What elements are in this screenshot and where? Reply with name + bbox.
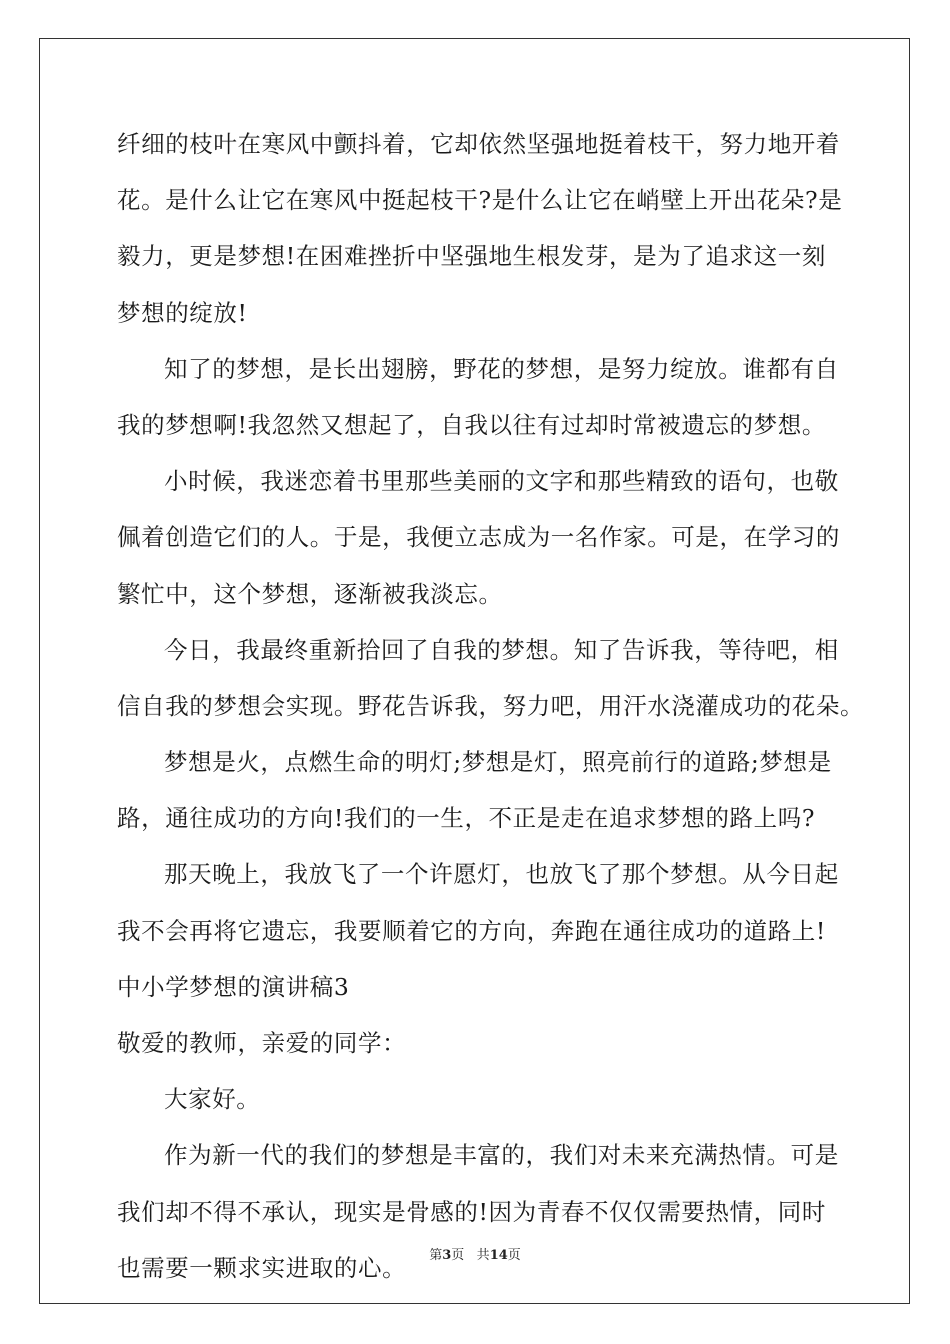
text-line: 知了的梦想，是长出翅膀，野花的梦想，是努力绽放。谁都有自: [164, 354, 839, 383]
text-line: 佩着创造它们的人。于是，我便立志成为一名作家。可是，在学习的: [117, 523, 840, 552]
text-line: 也需要一颗求实进取的心。: [117, 1253, 407, 1282]
page-number: 3: [442, 1248, 452, 1263]
text-line: 花。是什么让它在寒风中挺起枝干?是什么让它在峭壁上开出花朵?是: [117, 186, 843, 215]
text-line: 信自我的梦想会实现。野花告诉我，努力吧，用汗水浇灌成功的花朵。: [117, 691, 865, 720]
text-line: 繁忙中，这个梦想，逐渐被我淡忘。: [117, 579, 503, 608]
text-line: 梦想是火，点燃生命的明灯;梦想是灯，照亮前行的道路;梦想是: [164, 748, 832, 777]
text-line: 我的梦想啊!我忽然又想起了，自我以往有过却时常被遗忘的梦想。: [117, 410, 826, 439]
text-line: 中小学梦想的演讲稿3: [117, 972, 350, 1001]
total-suffix: 页: [507, 1248, 521, 1263]
page-footer: [0, 1247, 950, 1265]
text-line: 小时候，我迷恋着书里那些美丽的文字和那些精致的语句，也敬: [164, 467, 839, 496]
text-line: 大家好。: [164, 1085, 261, 1114]
text-line: 那天晚上，我放飞了一个许愿灯，也放飞了那个梦想。从今日起: [164, 860, 839, 889]
text-line: 今日，我最终重新拾回了自我的梦想。知了告诉我，等待吧，相: [164, 635, 839, 664]
text-line: 我们却不得不承认，现实是骨感的!因为青春不仅仅需要热情，同时: [117, 1197, 826, 1226]
total-pages: 14: [489, 1248, 508, 1263]
total-prefix: 共: [476, 1248, 490, 1263]
text-line: 作为新一代的我们的梦想是丰富的，我们对未来充满热情。可是: [164, 1141, 839, 1170]
page-prefix: 第: [429, 1248, 443, 1263]
text-line: 纤细的枝叶在寒风中颤抖着，它却依然坚强地挺着枝干，努力地开着: [117, 130, 840, 158]
document-body: [117, 127, 865, 1307]
text-line: 梦想的绽放!: [117, 298, 248, 327]
text-line: 路，通往成功的方向!我们的一生，不正是走在追求梦想的路上吗?: [117, 804, 816, 833]
text-line: 我不会再将它遗忘，我要顺着它的方向，奔跑在通往成功的道路上!: [117, 916, 826, 945]
page-suffix: 页: [451, 1248, 465, 1263]
text-line: 敬爱的教师，亲爱的同学：: [117, 1029, 407, 1057]
text-line: 毅力，更是梦想!在困难挫折中坚强地生根发芽，是为了追求这一刻: [117, 242, 826, 271]
